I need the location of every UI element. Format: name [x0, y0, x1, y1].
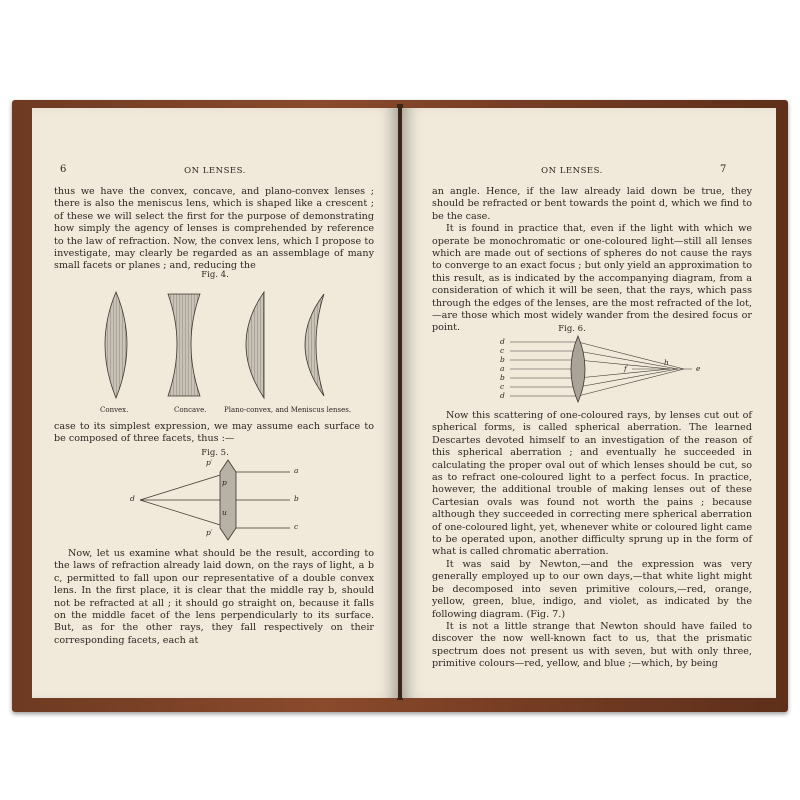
- fig6-ray-label: c: [500, 346, 505, 355]
- meniscus-lens-shape: [305, 294, 324, 396]
- paragraph: thus we have the convex, concave, and plano-convex lenses ; there is also the meniscus lens, which is shaped like a crescent ; of these we will select the first for the purpose of demonstrating how simply the agency of lenses is comprehended by reference to the law of refraction. Now, the convex lens, which I propose to investigate, may clearly be regarded as an assemblage of many small facets or planes ; and, reducing the: [54, 186, 374, 272]
- convex-lens-shape: [571, 336, 585, 402]
- fig6-ray-label: c: [500, 382, 505, 391]
- fig6-ray-label: b: [500, 355, 505, 364]
- fig5-label-a: a: [294, 466, 299, 475]
- fig6-ray-label: d: [500, 391, 505, 400]
- fig5-label-b: b: [294, 494, 299, 503]
- plano-meniscus-label: Plano-convex, and Meniscus lenses.: [224, 406, 352, 414]
- running-head: ON LENSES.: [541, 166, 603, 176]
- fig5-label-c: c: [294, 522, 299, 531]
- fig6-ray-label: d: [500, 337, 505, 346]
- fig6-focus-label-e: e: [696, 364, 701, 373]
- fig6-spherical-aberration-diagram: [402, 336, 776, 406]
- fig5-label-p: p: [222, 478, 227, 487]
- concave-label: Concave.: [174, 406, 207, 414]
- fig5-label-p-bottom: p′: [206, 528, 213, 537]
- concave-lens-shape: [168, 294, 200, 396]
- paragraph: Now, let us examine what should be the result, according to the laws of refraction already laid down, on the rays of light, a b c, permitted to fall upon our representative of a double convex lens. In the first place, it is clear that the middle ray b, should not be refracted at all ; it should go straight on, because it falls on the middle facet of the lens perpendicularly to its surface. But, as for the other rays, they fall respectively on their corresponding facets, each at: [54, 548, 374, 646]
- page-number: 6: [60, 164, 67, 175]
- fig6-focus-label-h: h: [664, 358, 669, 367]
- fig6-ray-label: b: [500, 373, 505, 382]
- fig5-refraction-diagram: [32, 460, 398, 540]
- fig4-lenses-diagram: [32, 286, 398, 416]
- fig5-label-p-top: p′: [206, 458, 213, 467]
- left-page: [32, 108, 398, 698]
- plano-convex-lens-shape: [246, 292, 264, 398]
- convex-lens-shape: [105, 292, 127, 398]
- figure-caption: Fig. 5.: [201, 448, 229, 458]
- fig5-label-u: u: [222, 508, 227, 517]
- figure-caption: Fig. 6.: [558, 324, 586, 334]
- paragraph: Now this scattering of one-coloured rays, by lenses cut out of spherical forms, is called spherical aberration. The learned Descartes devoted himself to an investigation of the reason of this spherical aberration ; and eventually he succeeded in calculating the proper oval out of which lenses should be cut, so as to refract one-coloured light to a perfect focus. In practice, however, the additional trouble of making lenses out of these Cartesian ovals was found not worth the pains ; because although they succeeded in correcting mere spherical aberration of one-coloured light, yet, whenever white or coloured light came to be operated upon, another difficulty sprung up in the form of what is called chromatic aberration. It was said by Newton,—and the expression was very generally employed up to our own days,—that white light might be decomposed into seven primitive colours,—red, orange, yellow, green, blue, indigo, and violet, as indicated by the following diagram. (Fig. 7.) It is not a little strange that Newton should have failed to discover the now well-known fact to us, that the prismatic spectrum does not present us with seven, but with only three, primitive colours—red, yellow, and blue ;—which, by being: [432, 410, 752, 670]
- running-head: ON LENSES.: [184, 166, 246, 176]
- figure-caption: Fig. 4.: [201, 270, 229, 280]
- right-page: [402, 108, 776, 698]
- paragraph: an angle. Hence, if the law already laid down be true, they should be refracted or bent towards the point d, which we find to be the case. It is found in practice that, even if the light with which we operate be monochromatic or one-coloured light—still all lenses which are made out of sections of spheres do not cause the rays to converge to an exact focus ; but only yield an approximation to this result, as is indicated by the accompanying diagram, from a consideration of which it will be seen, that the rays, which pass through the edges of the lenses, are the most refracted of the lot,—are those which most widely wander from the desired focus or point.: [432, 186, 752, 334]
- faceted-lens-shape: [220, 460, 236, 540]
- fig6-ray-label: a: [500, 364, 505, 373]
- convex-label: Convex.: [100, 406, 129, 414]
- fig5-label-d: d: [130, 494, 135, 503]
- paragraph: case to its simplest expression, we may assume each surface to be composed of three facets, thus :—: [54, 421, 374, 445]
- page-number: 7: [720, 164, 727, 175]
- fig6-focus-label-f: f: [624, 364, 627, 373]
